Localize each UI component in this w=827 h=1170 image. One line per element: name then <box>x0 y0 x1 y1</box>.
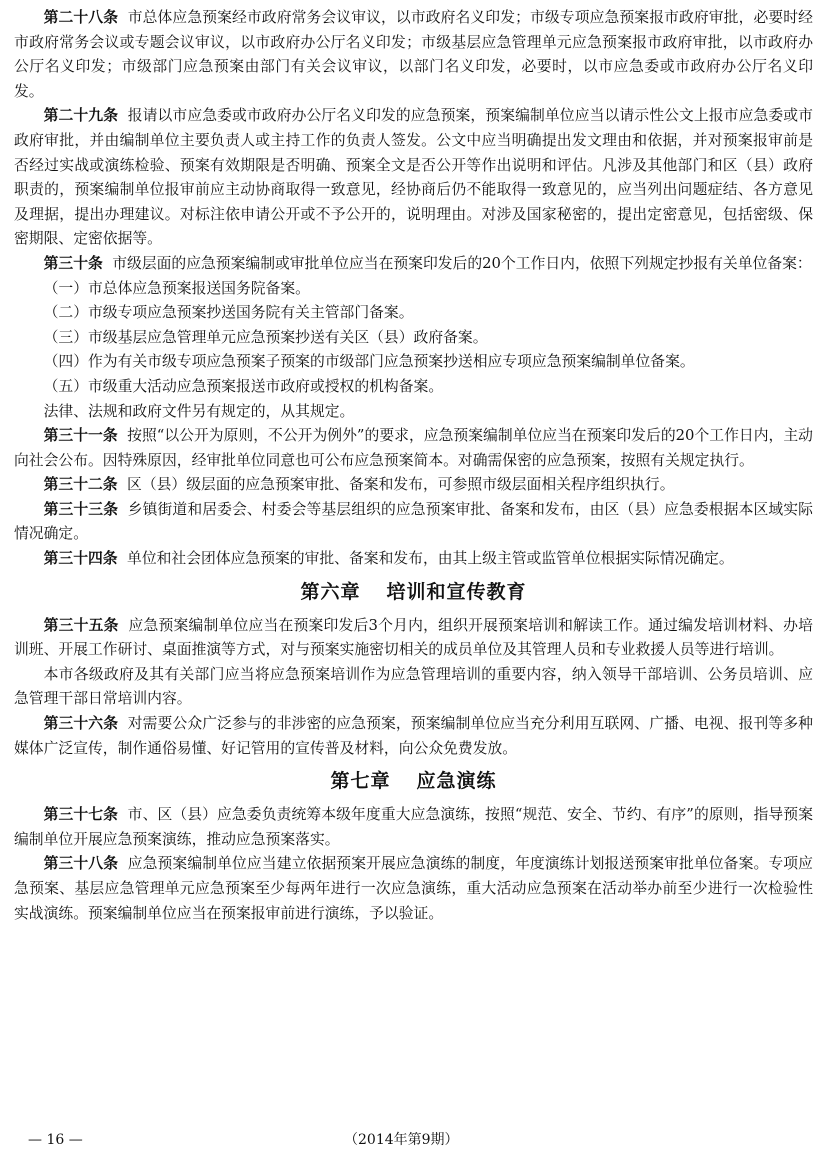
article-paragraph <box>14 852 813 926</box>
article-paragraph <box>14 614 813 663</box>
article-paragraph <box>14 424 813 473</box>
article-text: 报请以市应急委或市政府办公厅名义印发的应急预案，预案编制单位应当以请示性公文上报市应急委或市政府审批，并由编制单位主要负责人或主持工作的负责人签发。公文中应当明确提出发文理由和依据，并对预案报审前是否经过实战或演练检验、预案有效期限是否明确、预案全文是否公开等作出说明和评估。凡涉及其他部门和区（县）政府职责的，预案编制单位报审前应主动协商取得一致意见，经协商后仍不能取得一致意见的，应当列出问题症结、各方意见及理据，提出办理建议。对标注依申请公开或不予公开的，说明理由。对涉及国家秘密的，提出定密意见，包括密级、保密期限、定密依据等。 <box>14 107 813 248</box>
article-text: 应急预案编制单位应当在预案印发后3个月内，组织开展预案培训和解读工作。通过编发培训材料、办培训班、开展工作研讨、桌面推演等方式，对与预案实施密切相关的成员单位及其管理人员和专业救援人员等进行培训。 <box>14 616 813 659</box>
article-number: 第二十九条 <box>43 107 119 125</box>
page-number: — 16 — <box>28 1132 83 1148</box>
article-number: 第三十二条 <box>43 476 118 494</box>
article-paragraph <box>14 252 813 277</box>
articles-mid-section <box>14 424 813 572</box>
chapter-title: 培训和宣传教育 <box>386 580 527 603</box>
filing-note: 法律、法规和政府文件另有规定的，从其规定。 <box>43 402 355 420</box>
article-paragraph <box>14 663 813 712</box>
article-text: 市、区（县）应急委负责统筹本级年度重大应急演练，按照“规范、安全、节约、有序”的原则，指导预案编制单位开展应急预案演练，推动应急预案落实。 <box>14 806 813 848</box>
filing-item: （一）市总体应急预案报送国务院备案。 <box>43 279 310 297</box>
chapter-number: 第七章 <box>330 770 391 793</box>
article-number: 第三十三条 <box>43 500 119 518</box>
article-paragraph <box>14 712 813 761</box>
chapter-number: 第六章 <box>300 580 361 603</box>
filing-item: （五）市级重大活动应急预案报送市政府或授权的机构备案。 <box>43 377 444 395</box>
article-text: 市总体应急预案经市政府常务会议审议，以市政府名义印发；市级专项应急预案报市政府审批，必要时经市政府常务会议或专题会议审议，以市政府办公厅名义印发；市级基层应急管理单元应急预案报市政府审批，以市政府办公厅名义印发；市级部门应急预案由部门有关会议审议，以部门名义印发，必要时，以市应急委或市政府办公厅名义印发。 <box>14 9 813 100</box>
article-number: 第三十五条 <box>43 616 119 634</box>
chapter-6-section <box>14 614 813 762</box>
filing-item: （二）市级专项应急预案抄送国务院有关主管部门备案。 <box>43 304 414 322</box>
articles-top-section <box>14 6 813 277</box>
article-number: 第三十一条 <box>43 427 118 445</box>
issue-label: （2014年第9期） <box>344 1132 459 1148</box>
filing-list <box>14 277 813 425</box>
article-paragraph <box>14 104 813 252</box>
chapter-title: 应急演练 <box>416 770 497 793</box>
article-number: 第三十条 <box>43 254 103 272</box>
article-paragraph <box>14 498 813 547</box>
article-text: 应急预案编制单位应当建立依据预案开展应急演练的制度，年度演练计划报送预案审批单位备案。专项应急预案、基层应急管理单元应急预案至少每两年进行一次应急演练，重大活动应急预案在活动举办前至少进行一次检验性实战演练。预案编制单位应当在预案报审前进行演练，予以验证。 <box>14 855 813 922</box>
article-text: 单位和社会团体应急预案的审批、备案和发布，由其上级主管或监管单位根据实际情况确定。 <box>127 550 734 568</box>
chapter-7-heading <box>14 767 813 795</box>
article-number: 第三十七条 <box>43 806 119 824</box>
article-paragraph <box>14 473 813 498</box>
article-text: 市级层面的应急预案编制或审批单位应当在预案印发后的20个工作日内，依照下列规定抄报有关单位备案： <box>112 254 812 272</box>
article-paragraph <box>14 547 813 572</box>
article-paragraph <box>14 803 813 852</box>
article-text: 按照“以公开为原则，不公开为例外”的要求，应急预案编制单位应当在预案印发后的20个工作日内，主动向社会公布。因特殊原因，经审批单位同意也可公布应急预案简本。对确需保密的应急预案，按照有关规定执行。 <box>14 427 813 469</box>
article-text: 区（县）级层面的应急预案审批、备案和发布，可参照市级层面相关程序组织执行。 <box>127 476 675 494</box>
chapter-7-section <box>14 803 813 926</box>
article-text: 乡镇街道和居委会、村委会等基层组织的应急预案审批、备案和发布，由区（县）应急委根据本区域实际情况确定。 <box>14 500 813 543</box>
article-text: 对需要公众广泛参与的非涉密的应急预案，预案编制单位应当充分利用互联网、广播、电视、报刊等多种媒体广泛宣传，制作通俗易懂、好记管用的宣传普及材料，向公众免费发放。 <box>14 715 813 757</box>
article-number: 第三十六条 <box>43 715 119 733</box>
article-text: 本市各级政府及其有关部门应当将应急预案培训作为应急管理培训的重要内容，纳入领导干部培训、公务员培训、应急管理干部日常培训内容。 <box>14 665 813 708</box>
chapter-6-heading <box>14 578 813 606</box>
filing-item: （三）市级基层应急管理单元应急预案抄送有关区（县）政府备案。 <box>43 328 488 346</box>
filing-item: （四）作为有关市级专项应急预案子预案的市级部门应急预案抄送相应专项应急预案编制单位备案。 <box>43 353 695 371</box>
article-number: 第二十八条 <box>43 9 119 26</box>
article-number: 第三十八条 <box>43 855 119 873</box>
article-number: 第三十四条 <box>43 550 118 568</box>
article-paragraph <box>14 6 813 104</box>
page-footer <box>14 1128 813 1152</box>
